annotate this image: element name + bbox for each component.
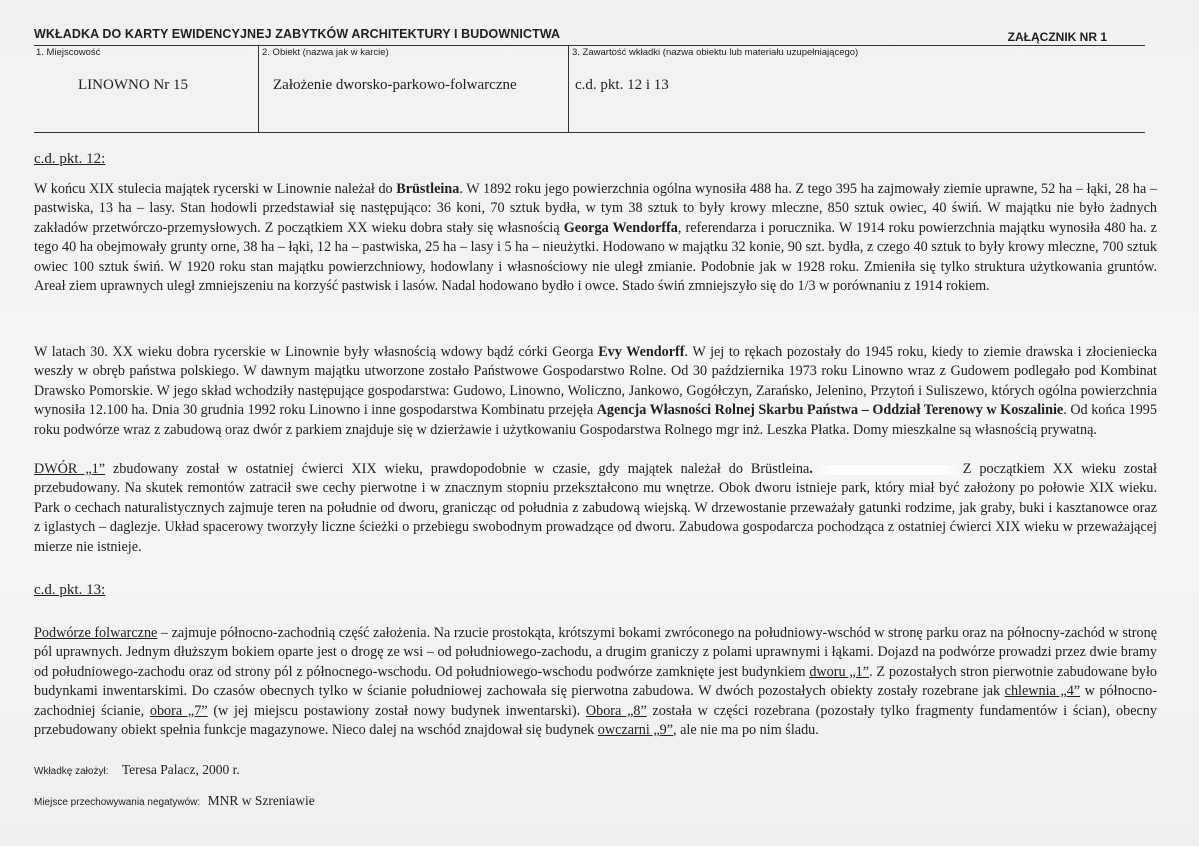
annex-number: ZAŁĄCZNIK NR 1 <box>1007 30 1107 44</box>
cowshed-8-reference: Obora „8” <box>585 702 647 719</box>
text-run: została w części rozebrana (pozostały tylko fragmenty fundamentów i ścian), obecny przebudowany obiekt spełnia funkcje magazynowe. Nieco dalej na wschód znajdował się budynek <box>34 702 1157 739</box>
cowshed-7-reference: obora „7” <box>149 702 208 719</box>
text-run: . W jej to rękach pozostały do 1945 roku, kiedy to ziemie drawska i złocieniecka weszły w obręb państwa polskiego. W dawnym majątku utworzone zostało Państwowe Gospodarstwo Rolne. Od 30 października 1973 roku Linowno wraz z Gudowem podlegało pod Kombinat Drawsko Pomorskie. W jego skład wchodziły następujące gospodarstwa: Gudowo, Linowno, Woliczno, Jankowo, Gogółczyn, Zarańsko, Jelenino, Przytoń i Suliszewo, których ogólna powierzchnia wynosiła 12.100 ha. Dnia 30 grudnia 1992 roku Linowno i inne gospodarstwa Kombinatu przejęła <box>34 344 1157 419</box>
text-run: zbudowany został w ostatniej ćwierci XIX wieku, prawdopodobnie w czasie, gdy majątek należał do Brüstleina <box>105 461 810 477</box>
author-label: Wkładkę założył: <box>34 766 109 777</box>
text-run: (w jej miejscu postawiony został nowy budynek inwentarski). <box>207 702 586 719</box>
storage-row <box>34 793 315 809</box>
owner-name-wendorff: Georga Wendorffa <box>563 219 678 236</box>
author-value: Teresa Palacz, 2000 r. <box>121 762 240 777</box>
section-12-paragraph-1 <box>34 180 1157 296</box>
section-13-heading: c.d. pkt. 13: <box>34 582 106 598</box>
form-top-rule <box>34 45 1145 46</box>
piggery-reference: chlewnia „4” <box>1004 683 1081 700</box>
text-run: – zajmuje północno-zachodnią część założenia. Na rzucie prostokąta, krótszymi bokami zwróconego na południowy-wschód w stronę parku oraz na północny-zachód w stronę pól uprawnych. Jednym dłuższym bokiem oparte jest o drogę ze wsi – od południowego-zachodu, a drugim graniczy z polami uprawnymi i łąkami. Dojazd na podwórze prowadzi przez dwie bramy od południowego-zachodu oraz od strony pól z północnego-wschodu. Od południowego-wschodu podwórze zamknięte jest budynkiem <box>34 625 1157 680</box>
place-label: 1. Miejscowość <box>36 47 101 58</box>
text-run: , referendarza i porucznika. W 1914 roku powierzchnia majątku wynosiła 480 ha. z tego 40 ha obejmowały grunty orne, 38 ha – łąki, 12 ha – pastwiska, 25 ha – lasy i 5 ha – nieużytki. Hodowano w majątku 32 konie, 90 szt. bydła, z czego 40 sztuk to były krowy mleczne, 700 sztuk owiec 100 sztuk świń. W 1920 roku stan majątku powierzchniowy, hodowlany i własnościowy nie uległ zmianie. Podobnie jak w 1928 roku. Zmieniła się tylko struktura użytkowania gruntów. Areał ziem uprawnych uległ zmniejszeniu na korzyść pastwisk i lasów. Nadal hodowano bydło i owce. Stado świń zmniejszyło się do 1/3 w porównaniu z 1914 rokiem. <box>34 219 1157 295</box>
text-run: . Od końca 1995 roku podwórze wraz z zabudową oraz dwór z parkiem znajduje się w dzierżawie i użytkowaniu Gospodarstwa Rolnego mgr inż. Leszka Płatka. Domy mieszkalne są własnością prywatną. <box>34 402 1157 438</box>
storage-value: MNR w Szreniawie <box>207 793 315 808</box>
manor-reference: dworu „1” <box>809 663 870 680</box>
form-title: WKŁADKA DO KARTY EWIDENCYJNEJ ZABYTKÓW ARCHITEKTURY I BUDOWNICTWA <box>34 27 561 41</box>
text-run: , ale nie ma po nim śladu. <box>673 722 819 739</box>
text-run: . W 1892 roku jego powierzchnia ogólna wynosiła 488 ha. Z tego 395 ha zajmowały ziemie uprawne, 52 ha – łąki, 28 ha – pastwiska, 13 ha – lasy. Stan hodowli przedstawiał się następująco: 36 koni, 70 sztuk bydła, w tym 38 sztuk to były krowy mleczne, 850 sztuk owiec, 40 świń. W majątku nie było żadnych zakładów przetwórczo-przemysłowych. Z początkiem XX wieku dobra stały się własnością <box>34 181 1157 236</box>
form-divider-1 <box>258 45 259 132</box>
form-divider-2 <box>568 45 569 132</box>
manor-reference: DWÓR „1” <box>34 461 106 477</box>
sheepfold-reference: owczarni „9” <box>597 722 674 739</box>
section-12-paragraph-3: DWÓR „1” zbudowany został w ostatniej ćwierci XIX wieku, prawdopodobnie w czasie, gdy majątek należał do Brüstleina. Z początkiem XX wieku został przebudowany. Na skutek remontów zatracił swe cechy pierwotne i w znacznym stopniu przekształcono mu wnętrze. Obok dworu istnieje park, który miał być założony po połowie XIX wieku. Park o cechach naturalistycznych zajmuje teren na południe od dworu, granicząc od południa z zabudową wiejską. W drzewostanie przeważały gatunki rodzime, jak graby, buki i kasztanowce oraz z iglastych – daglezje. Układ spacerowy tworzyły liczne ścieżki o przebiegu swobodnym prowadzące od dworu. Zabudowa gospodarcza pochodząca z ostatniej ćwierci XIX wieku w przeważającej mierze nie istnieje. <box>34 461 1157 555</box>
text-run: Z początkiem XX wieku został przebudowany. Na skutek remontów zatracił swe cechy pierwotne i w znacznym stopniu przekształcono mu wnętrze. Obok dworu istnieje park, który miał być założony po połowie XIX wieku. Park o cechach naturalistycznych zajmuje teren na południe od dworu, granicząc od południa z zabudową wiejską. W drzewostanie przeważały gatunki rodzime, jak graby, buki i kasztanowce oraz z iglastych – daglezje. Układ spacerowy tworzyły liczne ścieżki o przebiegu swobodnym prowadzące od dworu. Zabudowa gospodarcza pochodząca z ostatniej ćwierci XIX wieku w przeważającej mierze nie istnieje. <box>34 461 1157 555</box>
author-row <box>34 762 240 778</box>
owner-name-brustlein: Brüstleina <box>396 181 460 197</box>
storage-label: Miejsce przechowywania negatywów: <box>34 797 201 808</box>
place-value: LINOWNO Nr 15 <box>78 77 188 93</box>
section-13-paragraph <box>34 624 1157 740</box>
content-label: 3. Zawartość wkładki (nazwa obiektu lub materiału uzupełniającego) <box>572 47 859 58</box>
section-12-heading: c.d. pkt. 12: <box>34 151 106 167</box>
correction-mark <box>813 465 963 475</box>
agency-name: Agencja Własności Rolnej Skarbu Państwa – Oddział Terenowy w Koszalinie <box>596 402 1064 419</box>
content-value: c.d. pkt. 12 i 13 <box>575 77 669 93</box>
object-label: 2. Obiekt (nazwa jak w karcie) <box>262 47 389 58</box>
farmyard-term: Podwórze folwarczne <box>34 625 158 641</box>
section-12-paragraph-2 <box>34 343 1157 440</box>
form-bottom-rule <box>34 132 1145 133</box>
text-run: w północno-zachodniej ścianie, <box>34 683 1157 719</box>
owner-name-eva: Evy Wendorff <box>598 344 685 360</box>
text-run: . Z pozostałych stron pierwotnie zabudowane było budynkami inwentarskimi. Do czasów obecnych tylko w ścianie południowej zachowała się pierwotna zabudowa. W dwóch pozostałych obiekty zostały rozebrane jak <box>34 663 1157 700</box>
object-value: Założenie dworsko-parkowo-folwarczne <box>273 77 517 93</box>
text-run: W latach 30. XX wieku dobra rycerskie w Linownie były własnością wdowy bądź córki Georga <box>34 344 599 360</box>
text-run: W końcu XIX stulecia majątek rycerski w Linownie należał do <box>34 181 397 197</box>
